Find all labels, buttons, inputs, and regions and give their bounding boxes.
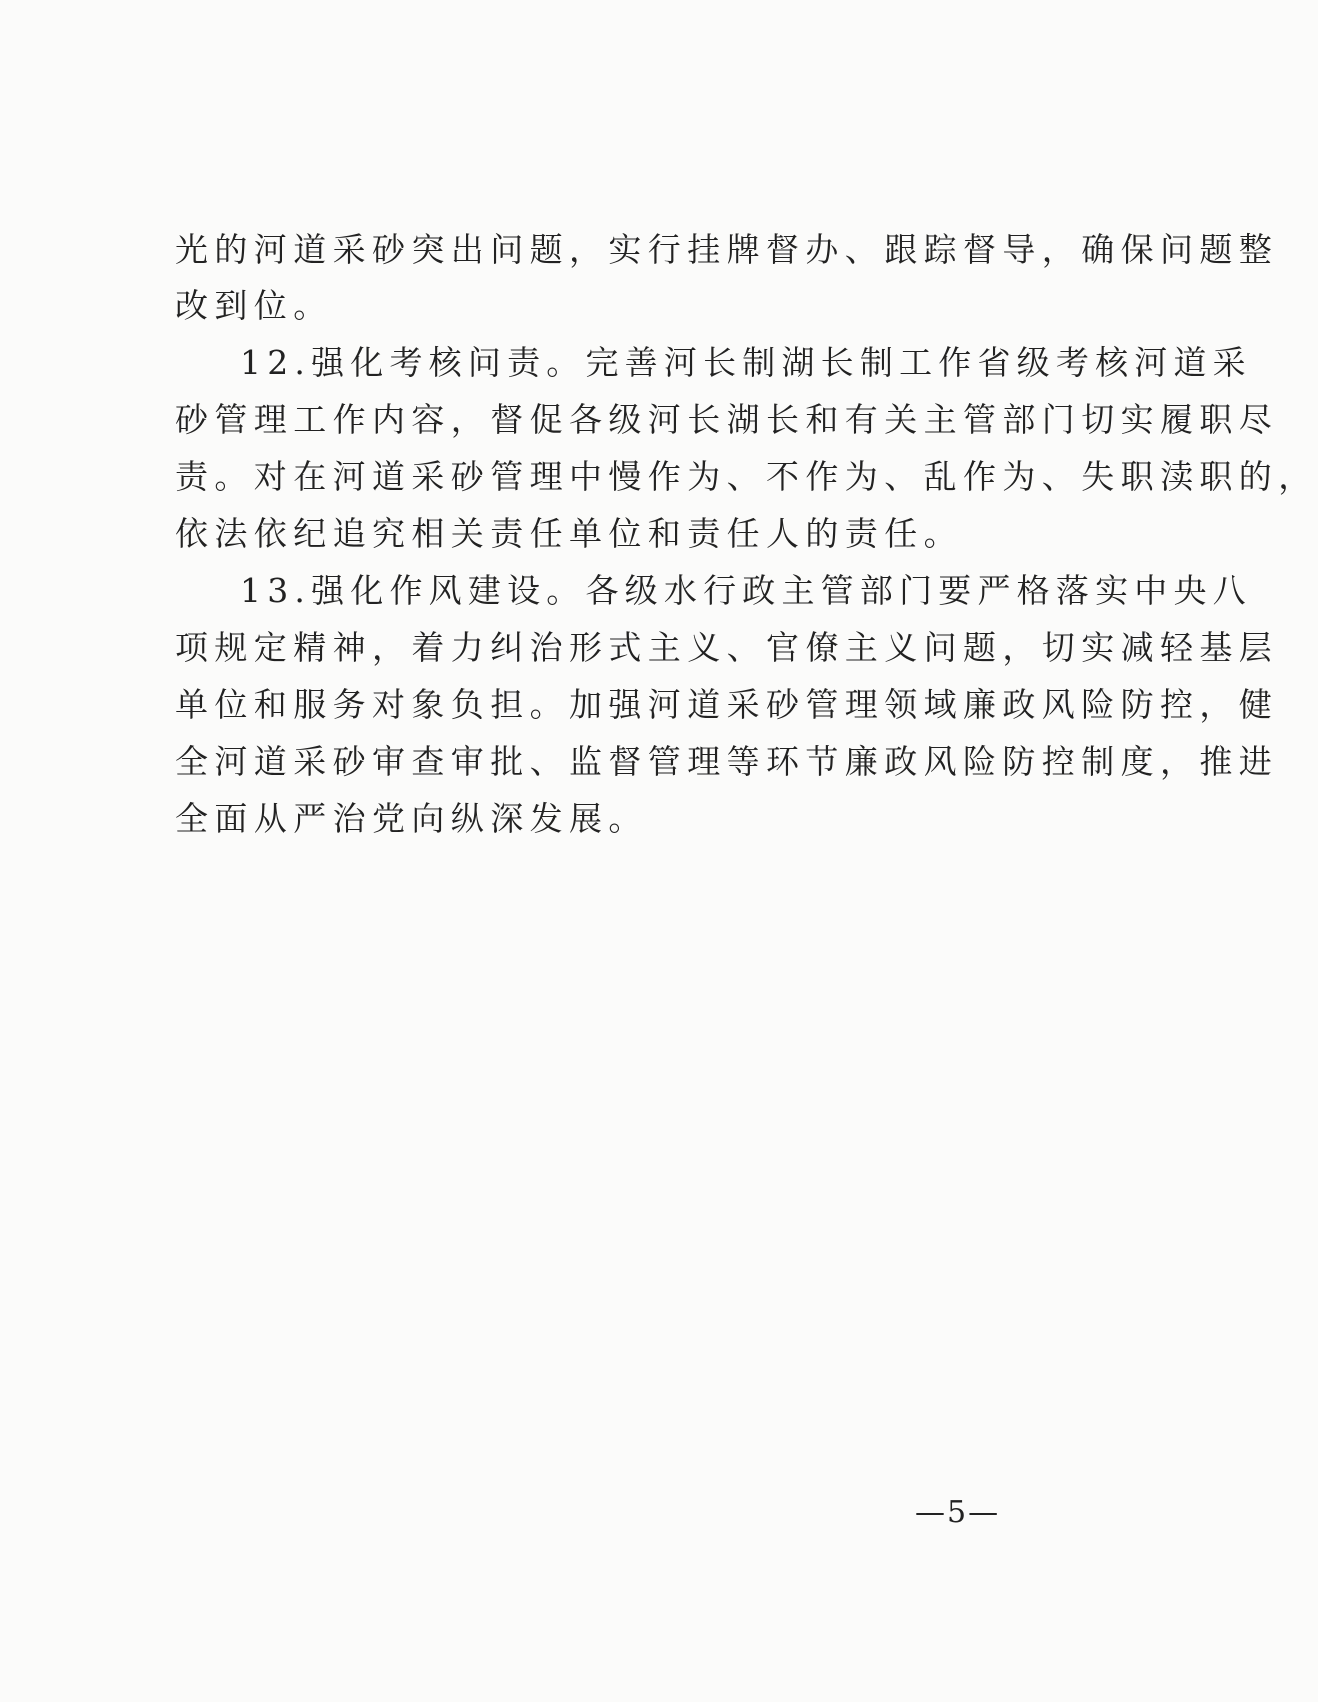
paragraph-line: 依法依纪追究相关责任单位和责任人的责任。 — [175, 514, 963, 553]
paragraph-line: 单位和服务对象负担。加强河道采砂管理领域廉政风险防控，健 — [175, 685, 1279, 724]
paragraph-line: 责。对在河道采砂管理中慢作为、不作为、乱作为、失职渎职的， — [175, 457, 1318, 496]
paragraph-line: 全面从严治党向纵深发展。 — [175, 799, 648, 838]
paragraph-line: 项规定精神，着力纠治形式主义、官僚主义问题，切实减轻基层 — [175, 628, 1279, 667]
paragraph-line: 砂管理工作内容，督促各级河长湖长和有关主管部门切实履职尽 — [175, 400, 1279, 439]
paragraph-line: 12.强化考核问责。完善河长制湖长制工作省级考核河道采 — [240, 343, 1252, 382]
paragraph-line: 改到位。 — [175, 286, 333, 325]
page-number: —5— — [915, 1495, 1001, 1530]
paragraph-line: 13.强化作风建设。各级水行政主管部门要严格落实中央八 — [240, 571, 1252, 610]
paragraph-line: 光的河道采砂突出问题，实行挂牌督办、跟踪督导，确保问题整 — [175, 230, 1279, 269]
paragraph-line: 全河道采砂审查审批、监督管理等环节廉政风险防控制度，推进 — [175, 742, 1279, 781]
